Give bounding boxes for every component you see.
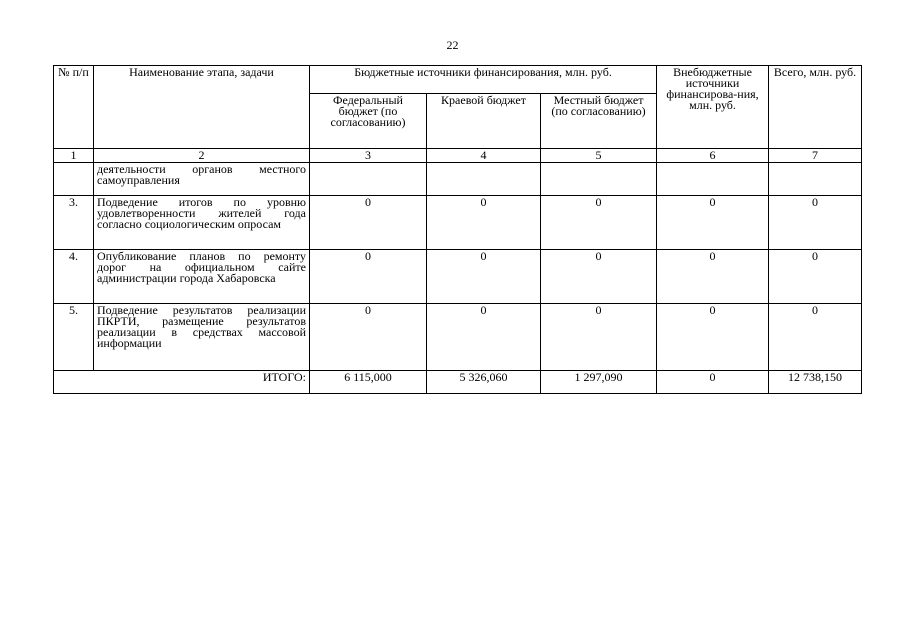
row-num: 4. bbox=[54, 250, 94, 304]
row-local: 0 bbox=[541, 196, 657, 250]
row-offbudget: 0 bbox=[657, 304, 769, 371]
header-budget-group: Бюджетные источники финансирования, млн. руб. bbox=[310, 66, 657, 94]
row-total: 0 bbox=[769, 250, 862, 304]
row-regional: 0 bbox=[427, 196, 541, 250]
header-row bbox=[54, 66, 862, 94]
row-total: 0 bbox=[769, 196, 862, 250]
totals-offbudget: 0 bbox=[657, 371, 769, 394]
header-name: Наименование этапа, задачи bbox=[94, 66, 310, 149]
header-offbudget: Внебюджетные источники финансирова-ния, млн. руб. bbox=[657, 66, 769, 149]
row-regional bbox=[427, 163, 541, 196]
totals-federal: 6 115,000 bbox=[310, 371, 427, 394]
row-local: 0 bbox=[541, 304, 657, 371]
row-name: деятельности органов местного самоуправления bbox=[94, 163, 310, 196]
totals-total: 12 738,150 bbox=[769, 371, 862, 394]
totals-row bbox=[54, 371, 862, 394]
column-number: 2 bbox=[94, 149, 310, 163]
column-number: 6 bbox=[657, 149, 769, 163]
table-row bbox=[54, 304, 862, 371]
row-federal: 0 bbox=[310, 304, 427, 371]
totals-regional: 5 326,060 bbox=[427, 371, 541, 394]
row-total bbox=[769, 163, 862, 196]
page-number: 22 bbox=[446, 38, 459, 52]
header-num: № п/п bbox=[54, 66, 94, 149]
column-number: 7 bbox=[769, 149, 862, 163]
header-regional: Краевой бюджет bbox=[427, 94, 541, 149]
table-row bbox=[54, 163, 862, 196]
row-offbudget: 0 bbox=[657, 250, 769, 304]
header-federal: Федеральный бюджет (по согласованию) bbox=[310, 94, 427, 149]
row-offbudget bbox=[657, 163, 769, 196]
totals-local: 1 297,090 bbox=[541, 371, 657, 394]
column-number: 3 bbox=[310, 149, 427, 163]
row-federal: 0 bbox=[310, 196, 427, 250]
row-local bbox=[541, 163, 657, 196]
column-number: 4 bbox=[427, 149, 541, 163]
row-federal: 0 bbox=[310, 250, 427, 304]
row-regional: 0 bbox=[427, 250, 541, 304]
row-total: 0 bbox=[769, 304, 862, 371]
row-name: Подведение итогов по уровню удовлетворенности жителей года согласно социологическим опросам bbox=[94, 196, 310, 250]
row-name: Подведение результатов реализации ПКРТИ, размещение результатов реализации в средствах массовой информации bbox=[94, 304, 310, 371]
financing-table bbox=[53, 65, 862, 394]
table-row bbox=[54, 196, 862, 250]
row-local: 0 bbox=[541, 250, 657, 304]
header-local: Местный бюджет (по согласованию) bbox=[541, 94, 657, 149]
totals-label: ИТОГО: bbox=[54, 371, 310, 394]
column-number-row bbox=[54, 149, 862, 163]
row-regional: 0 bbox=[427, 304, 541, 371]
column-number: 1 bbox=[54, 149, 94, 163]
table-row bbox=[54, 250, 862, 304]
row-num: 5. bbox=[54, 304, 94, 371]
row-offbudget: 0 bbox=[657, 196, 769, 250]
row-federal bbox=[310, 163, 427, 196]
header-total: Всего, млн. руб. bbox=[769, 66, 862, 149]
column-number: 5 bbox=[541, 149, 657, 163]
row-name: Опубликование планов по ремонту дорог на официальном сайте администрации города Хабаровска bbox=[94, 250, 310, 304]
row-num: 3. bbox=[54, 196, 94, 250]
row-num bbox=[54, 163, 94, 196]
